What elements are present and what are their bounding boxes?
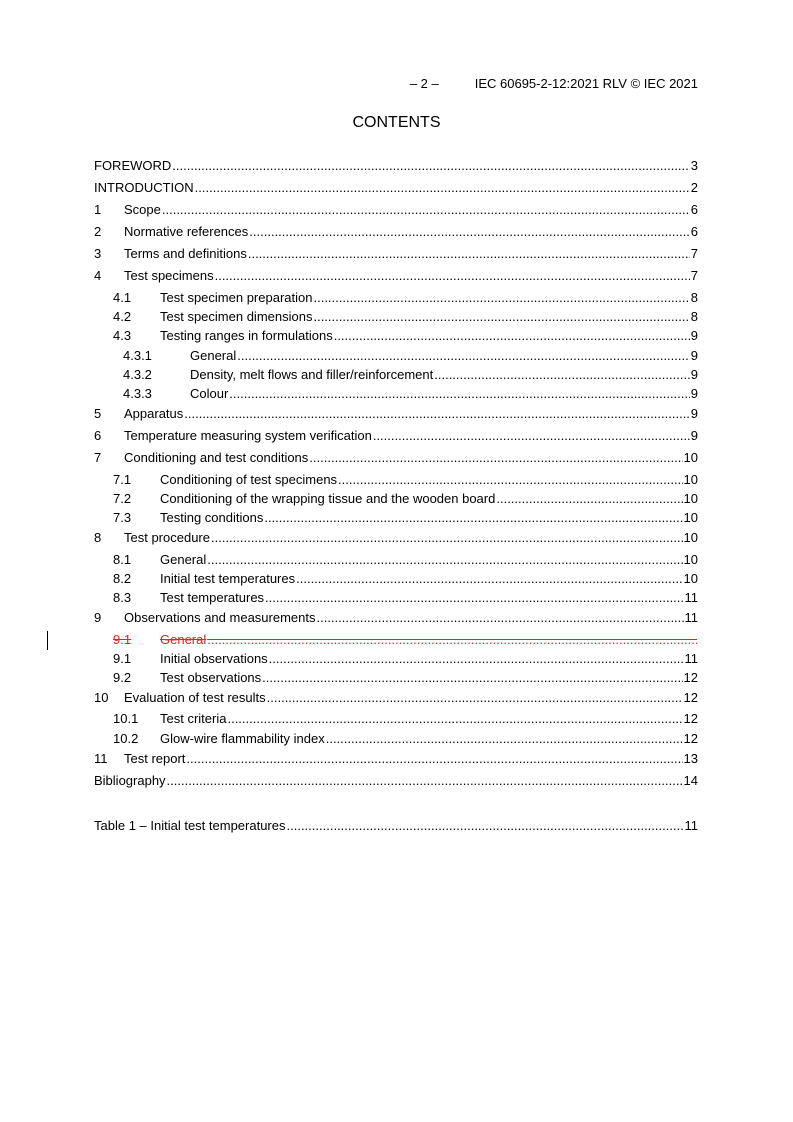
toc-entry-page: 11 (684, 610, 698, 625)
toc-entry-page: 8 (690, 290, 698, 305)
toc-leader-dots (237, 347, 690, 365)
toc-entry-label: Density, melt flows and filler/reinforcement (190, 367, 434, 382)
toc-entry-label: Observations and measurements (124, 610, 316, 625)
toc-leader-dots (262, 669, 682, 687)
toc-entry-page: 11 (684, 818, 698, 833)
toc-entry[interactable] (94, 289, 698, 307)
toc-entry-number: 7.1 (113, 472, 132, 487)
toc-entry[interactable] (94, 366, 698, 384)
toc-entry-page: 10 (683, 491, 698, 506)
toc-entry-label: Scope (124, 202, 161, 217)
toc-entry-label: Test criteria (160, 711, 227, 726)
toc-entry[interactable] (94, 589, 698, 607)
toc-entry-label: General (160, 632, 207, 647)
toc-leader-dots (434, 366, 690, 384)
toc-entry[interactable] (94, 730, 698, 748)
toc-entry[interactable] (94, 449, 698, 467)
toc-entry[interactable] (94, 689, 698, 707)
toc-entry-number: 5 (94, 406, 102, 421)
toc-leader-dots (211, 529, 683, 547)
toc-entry[interactable] (94, 245, 698, 263)
toc-entry[interactable] (94, 772, 698, 790)
page-number: – 2 – (409, 76, 439, 91)
toc-entry[interactable] (94, 327, 698, 345)
toc-entry-number: 10.2 (113, 731, 139, 746)
toc-leader-dots (264, 509, 682, 527)
toc-entry-label: Test temperatures (160, 590, 265, 605)
toc-entry-number: 10.1 (113, 711, 139, 726)
toc-entry-label: Colour (190, 386, 229, 401)
toc-entry-label: Testing conditions (160, 510, 264, 525)
toc-entry-label: Evaluation of test results (124, 690, 266, 705)
toc-entry-number: 4.3.2 (123, 367, 152, 382)
toc-leader-dots (296, 570, 682, 588)
toc-leader-dots (265, 589, 683, 607)
toc-entry-number: 4.3.1 (123, 348, 152, 363)
toc-entry[interactable] (94, 201, 698, 219)
toc-entry[interactable] (94, 570, 698, 588)
toc-entry-page: 9 (690, 348, 698, 363)
toc-leader-dots (207, 551, 682, 569)
toc-entry[interactable] (94, 427, 698, 445)
toc-entry-number: 7.2 (113, 491, 132, 506)
toc-leader-dots (195, 179, 690, 197)
page-title: CONTENTS (352, 114, 441, 131)
toc-entry[interactable] (94, 817, 698, 835)
toc-entry[interactable] (94, 405, 698, 423)
toc-entry-page: 10 (683, 472, 698, 487)
toc-entry-label: Normative references (124, 224, 249, 239)
toc-entry-page: 13 (683, 751, 698, 766)
toc-entry-page: 10 (683, 571, 698, 586)
toc-entry[interactable] (94, 157, 698, 175)
toc-entry[interactable] (94, 385, 698, 403)
toc-entry-page: 9 (690, 386, 698, 401)
toc-entry[interactable] (94, 223, 698, 241)
toc-entry-number: 6 (94, 428, 102, 443)
toc-entry-page: 6 (690, 202, 698, 217)
toc-entry-label: Test specimen preparation (160, 290, 313, 305)
toc-entry-number: 4.3 (113, 328, 132, 343)
toc-leader-dots (184, 405, 690, 423)
change-bar (47, 631, 48, 650)
toc-entry-number: 4 (94, 268, 102, 283)
toc-entry-number: 8.2 (113, 571, 132, 586)
toc-leader-dots (334, 327, 690, 345)
toc-entry[interactable] (94, 490, 698, 508)
toc-entry[interactable] (94, 551, 698, 569)
toc-entry[interactable] (94, 650, 698, 668)
toc-entry-page: 7 (690, 246, 698, 261)
toc-entry-page: 10 (683, 450, 698, 465)
toc-entry[interactable] (94, 347, 698, 365)
toc-entry-label: FOREWORD (94, 158, 172, 173)
toc-entry[interactable] (94, 710, 698, 728)
toc-leader-dots (316, 609, 683, 627)
toc-leader-dots (249, 223, 689, 241)
toc-entry-number: 4.2 (113, 309, 132, 324)
toc-entry-label: Table 1 – Initial test temperatures (94, 818, 286, 833)
toc-entry-label: Test report (124, 751, 186, 766)
toc-entry-page: 11 (684, 651, 698, 666)
toc-entry-label: Terms and definitions (124, 246, 247, 261)
toc-entry-label: Initial observations (160, 651, 268, 666)
toc-entry[interactable] (94, 750, 698, 768)
toc-entry-page: 9 (690, 428, 698, 443)
toc-entry-number: 8 (94, 530, 102, 545)
toc-entry-page: 11 (684, 590, 698, 605)
toc-entry-page: 12 (683, 670, 698, 685)
toc-leader-dots (338, 471, 682, 489)
toc-entry-number: 8.1 (113, 552, 132, 567)
toc-leader-dots (309, 449, 682, 467)
toc-entry-label: Testing ranges in formulations (160, 328, 333, 343)
toc-leader-dots (248, 245, 690, 263)
toc-entry-label: General (160, 552, 207, 567)
toc-entry-number: 8.3 (113, 590, 132, 605)
toc-entry-label: Conditioning of the wrapping tissue and the wooden board (160, 491, 496, 506)
toc-leader-dots (186, 750, 682, 768)
toc-entry-page: 12 (683, 690, 698, 705)
toc-entry-number: 10 (94, 690, 109, 705)
toc-entry-page: 14 (683, 773, 698, 788)
toc-leader-dots (207, 631, 697, 649)
toc-entry-label: Initial test temperatures (160, 571, 296, 586)
toc-leader-dots (229, 385, 689, 403)
toc-entry-page: 8 (690, 309, 698, 324)
toc-entry-label: Bibliography (94, 773, 166, 788)
toc-entry-number: 11 (94, 751, 108, 766)
toc-entry-label: Test procedure (124, 530, 210, 545)
toc-entry-page: 2 (690, 180, 698, 195)
document-id: IEC 60695-2-12:2021 RLV © IEC 2021 (474, 76, 698, 91)
toc-entry-page: 3 (690, 158, 698, 173)
toc-entry-number: 9 (94, 610, 102, 625)
toc-entry-number: 2 (94, 224, 102, 239)
toc-entry[interactable] (94, 179, 698, 197)
toc-entry-number: 7.3 (113, 510, 132, 525)
toc-leader-dots (496, 490, 682, 508)
toc-leader-dots (313, 289, 689, 307)
toc-entry-label: Conditioning and test conditions (124, 450, 309, 465)
toc-entry-label: Glow-wire flammability index (160, 731, 325, 746)
toc-entry[interactable] (94, 267, 698, 285)
toc-entry-label: Test specimen dimensions (160, 309, 313, 324)
toc-entry-number: 9.1 (113, 632, 132, 647)
toc-entry[interactable] (94, 669, 698, 687)
toc-entry-page: 9 (690, 367, 698, 382)
toc-entry-page: 12 (683, 731, 698, 746)
toc-entry[interactable] (94, 471, 698, 489)
toc-entry-number: 4.1 (113, 290, 132, 305)
toc-entry-number: 1 (94, 202, 102, 217)
toc-entry-number: 3 (94, 246, 102, 261)
toc-entry-number: 9.2 (113, 670, 132, 685)
toc-leader-dots (215, 267, 690, 285)
toc-entry-page: 10 (683, 552, 698, 567)
toc-leader-dots (313, 308, 689, 326)
toc-entry-page: 10 (683, 530, 698, 545)
toc-entry[interactable] (94, 529, 698, 547)
toc-leader-dots (373, 427, 690, 445)
toc-entry-page: 12 (683, 711, 698, 726)
toc-entry-label: General (190, 348, 237, 363)
page-header (94, 76, 698, 91)
toc-leader-dots (172, 157, 689, 175)
toc-entry-page: 6 (690, 224, 698, 239)
toc-entry-label: Conditioning of test specimens (160, 472, 338, 487)
toc-entry[interactable] (94, 631, 698, 649)
toc-entry-number: 4.3.3 (123, 386, 152, 401)
toc-entry-label: Temperature measuring system verification (124, 428, 372, 443)
toc-leader-dots (267, 689, 683, 707)
toc-entry[interactable] (94, 308, 698, 326)
toc-leader-dots (227, 710, 682, 728)
toc-entry-page: 7 (690, 268, 698, 283)
toc-leader-dots (167, 772, 683, 790)
toc-entry-page: 9 (690, 328, 698, 343)
toc-entry-number: 9.1 (113, 651, 132, 666)
toc-leader-dots (162, 201, 690, 219)
toc-leader-dots (326, 730, 683, 748)
toc-entry-label: Test observations (160, 670, 262, 685)
toc-entry[interactable] (94, 509, 698, 527)
toc-leader-dots (287, 817, 684, 835)
toc-entry-label: Test specimens (124, 268, 214, 283)
toc-entry-page: 9 (690, 406, 698, 421)
toc-entry-label: Apparatus (124, 406, 184, 421)
toc-leader-dots (269, 650, 684, 668)
toc-entry-label: INTRODUCTION (94, 180, 194, 195)
toc-entry-number: 7 (94, 450, 102, 465)
toc-entry[interactable] (94, 609, 698, 627)
toc-entry-page: 10 (683, 510, 698, 525)
